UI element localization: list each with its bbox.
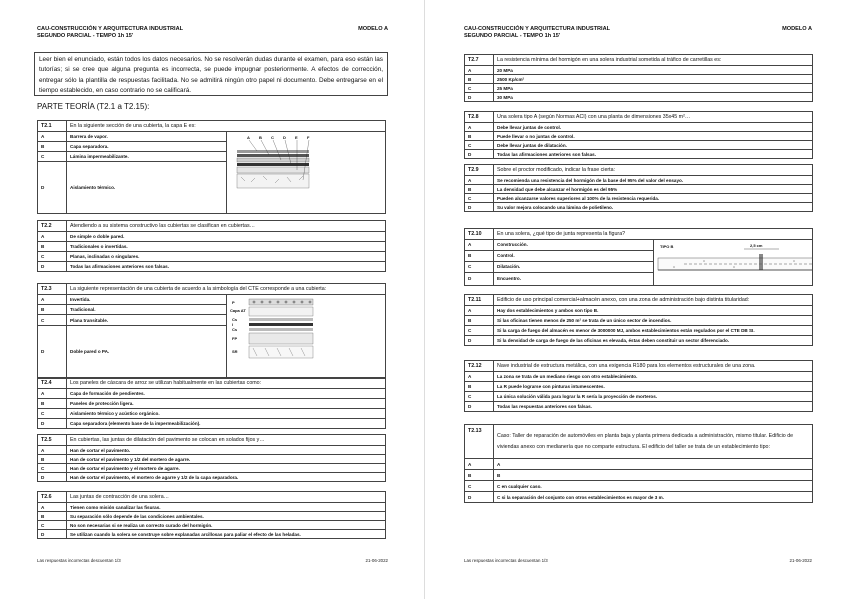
question-text: Una solera tipo A (según Normas ACI) con una planta de dimensiones 35x45 m²… bbox=[494, 112, 813, 123]
option-letter: D bbox=[465, 93, 494, 102]
question-id: T2.8 bbox=[465, 112, 494, 123]
option-text: La zona se trata de un mediano riesgo con otro establecimiento. bbox=[494, 372, 813, 382]
question-t2-4 bbox=[37, 377, 386, 429]
roof-symbol-drawing bbox=[227, 295, 319, 377]
option-letter: C bbox=[38, 409, 67, 419]
course-title: CAU-CONSTRUCCIÓN Y ARQUITECTURA INDUSTRIAL bbox=[464, 26, 611, 32]
option-letter: B bbox=[38, 242, 67, 252]
footer-note: Las respuestas incorrectas descuentan 1/3 bbox=[464, 558, 548, 563]
question-text: En una solera, ¿qué tipo de junta representa la figura? bbox=[494, 229, 813, 240]
svg-text:D: D bbox=[282, 135, 286, 140]
option-letter: B bbox=[465, 382, 494, 392]
question-t2-12 bbox=[464, 360, 813, 412]
option-letter: B bbox=[38, 512, 67, 521]
svg-text:C: C bbox=[270, 135, 274, 140]
question-id: T2.2 bbox=[38, 221, 67, 232]
option-text: Han de cortar el pavimento y el mortero de agarre. bbox=[67, 464, 386, 473]
option-text: Hay dos establecimientos y ambos son tipo B. bbox=[494, 306, 813, 316]
question-text: Edificio de uso principal comercial+almacén anexo, con una zona de administración bajo distinta titularidad: bbox=[494, 295, 813, 306]
option-letter: C bbox=[465, 326, 494, 336]
question-id: T2.13 bbox=[465, 425, 494, 459]
question-id: T2.11 bbox=[465, 295, 494, 306]
option-text: La R puede lograrse con pinturas intumescentes. bbox=[494, 382, 813, 392]
footer-date: 21-06-2022 bbox=[365, 558, 388, 563]
option-text: Todas las afirmaciones anteriores son falsas. bbox=[67, 262, 386, 272]
question-text: En cubiertas, las juntas de dilatación del pavimento se colocan en solados fijos y… bbox=[67, 435, 386, 446]
question-text: Atendiendo a su sistema constructivo las cubiertas se clasifican en cubiertas… bbox=[67, 221, 386, 232]
option-letter: D bbox=[465, 492, 494, 503]
question-text: En la siguiente sección de una cubierta, la capa E es: bbox=[67, 121, 386, 132]
option-letter: B bbox=[465, 132, 494, 141]
option-letter: B bbox=[465, 470, 494, 481]
option-text: 2500 Kp/cm² bbox=[494, 75, 813, 84]
option-text: Tienen como misión canalizar las fisuras. bbox=[67, 503, 386, 512]
option-text: Aislamiento térmico. bbox=[67, 162, 227, 214]
layer-b bbox=[237, 154, 309, 157]
option-letter: A bbox=[38, 295, 67, 305]
option-text: Aislamiento térmico y acústico orgánico. bbox=[67, 409, 386, 419]
option-letter: D bbox=[465, 402, 494, 412]
option-text: Tradicional. bbox=[67, 305, 227, 315]
model-label: MODELO A bbox=[782, 26, 812, 32]
option-letter: D bbox=[465, 203, 494, 212]
option-letter: A bbox=[38, 446, 67, 455]
svg-text:Cs: Cs bbox=[231, 317, 237, 322]
section-title: PARTE TEORÍA (T2.1 a T2.15): bbox=[37, 102, 150, 111]
option-text: A bbox=[494, 459, 813, 470]
svg-text:F: F bbox=[306, 135, 309, 140]
question-t2-9 bbox=[464, 164, 813, 212]
option-letter: C bbox=[465, 194, 494, 203]
option-letter: D bbox=[38, 262, 67, 272]
option-text: Se recomienda una resistencia del hormigón de la base del 95% del valor del ensayo. bbox=[494, 176, 813, 185]
option-text: No son necesarias si se realiza un correcto curado del hormigón. bbox=[67, 521, 386, 530]
question-t2-7 bbox=[464, 54, 813, 102]
option-letter: C bbox=[38, 464, 67, 473]
option-letter: C bbox=[38, 152, 67, 162]
option-text: Si la carga de fuego del almacén es menor de 3000000 MJ, ambos establecimientos están regulados por el CTE DB SI. bbox=[494, 326, 813, 336]
question-id: T2.4 bbox=[38, 378, 67, 389]
question-text: Caso: Taller de reparación de automóviles en planta baja y planta primera dedicada a administración, mismo titular. Edificio de viviendas anexo con medianería que no comparte estructura. El edificio del taller se trata de un establecimiento tipo: bbox=[494, 425, 813, 459]
layer-cs bbox=[249, 318, 313, 321]
question-t2-13 bbox=[464, 424, 813, 503]
option-text: Puede llevar o no juntas de control. bbox=[494, 132, 813, 141]
question-t2-8 bbox=[464, 111, 813, 159]
svg-text:Capa AT: Capa AT bbox=[229, 308, 246, 313]
option-letter: B bbox=[38, 455, 67, 464]
option-text: Tradicionales o invertidas. bbox=[67, 242, 386, 252]
slab-joint-drawing bbox=[654, 240, 813, 284]
option-text: Debe llevar juntas de control. bbox=[494, 123, 813, 132]
option-letter: C bbox=[38, 252, 67, 262]
question-text: La resistencia mínima del hormigón en una solera industrial sometida al tráfico de carretillas es: bbox=[494, 55, 813, 66]
option-text: Su valor mejora colocando una lámina de polietileno. bbox=[494, 203, 813, 212]
option-text: C si la separación del conjunto con otros establecimientos es mayor de 3 m. bbox=[494, 492, 813, 503]
option-text: Invertida. bbox=[67, 295, 227, 305]
footer-note: Las respuestas incorrectas descuentan 1/3 bbox=[37, 558, 121, 563]
question-id: T2.5 bbox=[38, 435, 67, 446]
question-t2-1 bbox=[37, 120, 386, 214]
option-letter: A bbox=[465, 459, 494, 470]
svg-text:I: I bbox=[231, 322, 233, 327]
option-letter: A bbox=[38, 232, 67, 242]
option-letter: C bbox=[465, 261, 494, 272]
option-letter: C bbox=[465, 141, 494, 150]
option-letter: B bbox=[38, 142, 67, 152]
option-text: La única solución válida para lograr la R sería la proyección de morteros. bbox=[494, 392, 813, 402]
option-text: Barrera de vapor. bbox=[67, 132, 227, 142]
model-label: MODELO A bbox=[358, 26, 388, 32]
option-letter: A bbox=[38, 389, 67, 399]
option-letter: A bbox=[465, 66, 494, 75]
layer-cs-2 bbox=[249, 328, 313, 331]
question-t2-11 bbox=[464, 294, 813, 346]
option-letter: A bbox=[465, 123, 494, 132]
svg-text:FP: FP bbox=[231, 336, 237, 341]
option-text: B bbox=[494, 470, 813, 481]
option-text: Dilatación. bbox=[494, 261, 654, 272]
option-text: Todas las respuestas anteriores son falsas. bbox=[494, 402, 813, 412]
svg-text:A: A bbox=[246, 135, 250, 140]
option-letter: A bbox=[465, 306, 494, 316]
option-text: Plana transitable. bbox=[67, 315, 227, 325]
page-footer bbox=[37, 558, 388, 563]
exam-subtitle: SEGUNDO PARCIAL - TEMPO 1h 15' bbox=[37, 33, 134, 39]
page-footer bbox=[464, 558, 812, 563]
svg-text:SR: SR bbox=[231, 349, 238, 354]
option-letter: A bbox=[465, 240, 494, 251]
option-letter: D bbox=[38, 473, 67, 482]
question-text: La siguiente representación de una cubierta de acuerdo a la simbología del CTE corresponde a una cubierta: bbox=[67, 284, 386, 295]
layer-fp bbox=[249, 333, 313, 344]
layer-e bbox=[237, 167, 309, 173]
question-text: Nave industrial de estructura metálica, con una exigencia R180 para los elementos estructurales de una zona. bbox=[494, 361, 813, 372]
question-id: T2.9 bbox=[465, 165, 494, 176]
option-text: 30 MPa bbox=[494, 93, 813, 102]
option-letter: A bbox=[465, 372, 494, 382]
option-text: Debe llevar juntas de dilatación. bbox=[494, 141, 813, 150]
question-text: Los paneles de cáscara de arroz se utilizan habitualmente en las cubiertas como: bbox=[67, 378, 386, 389]
layer-f bbox=[237, 174, 309, 188]
option-text: Su separación sólo depende de las condiciones ambientales. bbox=[67, 512, 386, 521]
layer-c bbox=[237, 158, 309, 162]
question-t2-10 bbox=[464, 228, 813, 286]
layer-a bbox=[237, 150, 309, 153]
question-id: T2.12 bbox=[465, 361, 494, 372]
option-text: Todas las afirmaciones anteriores son falsas. bbox=[494, 150, 813, 159]
roof-section-figure bbox=[226, 132, 386, 214]
layer-i bbox=[249, 323, 313, 326]
option-text: Han de cortar el pavimento, el mortero de agarre y 1/2 de la capa separadora. bbox=[67, 473, 386, 482]
option-text: Doble pared o PA. bbox=[67, 325, 227, 378]
option-letter: D bbox=[38, 530, 67, 539]
svg-text:E: E bbox=[294, 135, 298, 140]
option-letter: A bbox=[38, 503, 67, 512]
layer-d bbox=[237, 163, 309, 166]
option-letter: B bbox=[465, 250, 494, 261]
option-letter: D bbox=[38, 162, 67, 214]
instructions-box: Leer bien el enunciado, están todos los datos necesarios. No se resolverán dudas durante el examen, para eso están las tutorías; si se cree que alguna pregunta es incorrecta, se puede impugnar posteriormente. A efectos de corrección, entregar sólo la plantilla de respuestas facilitada. No se admitirá ningún otro papel ni documento. Debe entregarse en el tiempo establecido, en caso contrario no se calificará. bbox=[34, 52, 388, 96]
option-letter: D bbox=[38, 325, 67, 378]
roof-symbol-figure bbox=[226, 295, 386, 379]
question-id: T2.3 bbox=[38, 284, 67, 295]
question-id: T2.6 bbox=[38, 492, 67, 503]
option-letter: B bbox=[465, 75, 494, 84]
option-letter: D bbox=[465, 272, 494, 285]
svg-text:P: P bbox=[231, 300, 235, 305]
option-letter: C bbox=[38, 315, 67, 325]
question-id: T2.1 bbox=[38, 121, 67, 132]
option-letter: D bbox=[38, 419, 67, 429]
question-text: Sobre el proctor modificado, indicar la frase cierta: bbox=[494, 165, 813, 176]
option-letter: D bbox=[465, 336, 494, 346]
svg-text:Cs: Cs bbox=[231, 327, 237, 332]
course-title: CAU-CONSTRUCCIÓN Y ARQUITECTURA INDUSTRIAL bbox=[37, 26, 184, 32]
question-t2-6 bbox=[37, 491, 386, 539]
option-text: 25 MPa bbox=[494, 84, 813, 93]
question-t2-2 bbox=[37, 220, 386, 272]
option-text: Construcción. bbox=[494, 240, 654, 251]
option-letter: A bbox=[38, 132, 67, 142]
option-text: Control. bbox=[494, 250, 654, 261]
option-text: Encuentro. bbox=[494, 272, 654, 285]
option-letter: B bbox=[38, 305, 67, 315]
option-letter: D bbox=[465, 150, 494, 159]
exam-page-2 bbox=[424, 0, 848, 599]
option-text: Han de cortar el pavimento. bbox=[67, 446, 386, 455]
option-text: Paneles de protección ligera. bbox=[67, 399, 386, 409]
option-text: Lámina impermeabilizante. bbox=[67, 152, 227, 162]
option-text: La densidad que debe alcanzar el hormigón es del 95% bbox=[494, 185, 813, 194]
svg-text:2,5 cm: 2,5 cm bbox=[749, 243, 762, 248]
option-letter: B bbox=[465, 316, 494, 326]
svg-text:B: B bbox=[258, 135, 262, 140]
option-text: Pueden alcanzarse valores superiores al 100% de la resistencia requerida. bbox=[494, 194, 813, 203]
option-text: Si la densidad de carga de fuego de las oficinas es elevada, éstas deben constituir un sector diferenciado. bbox=[494, 336, 813, 346]
option-letter: B bbox=[38, 399, 67, 409]
option-text: Capa separadora (elemento base de la impermeabilización). bbox=[67, 419, 386, 429]
option-text: Han de cortar el pavimento y 1/2 del mortero de agarre. bbox=[67, 455, 386, 464]
option-letter: C bbox=[465, 481, 494, 492]
option-text: Planas, inclinadas o singulares. bbox=[67, 252, 386, 262]
question-t2-5 bbox=[37, 434, 386, 482]
layer-sr bbox=[249, 346, 313, 358]
option-letter: B bbox=[465, 185, 494, 194]
question-id: T2.7 bbox=[465, 55, 494, 66]
slab-joint-figure bbox=[653, 240, 813, 286]
option-letter: C bbox=[465, 84, 494, 93]
option-text: C en cualquier caso. bbox=[494, 481, 813, 492]
layer-capa-at bbox=[249, 307, 313, 316]
option-letter: C bbox=[38, 521, 67, 530]
roof-section-drawing bbox=[227, 132, 319, 212]
question-text: Las juntas de contracción de una solera… bbox=[67, 492, 386, 503]
option-letter: A bbox=[465, 176, 494, 185]
option-text: Capa separadora. bbox=[67, 142, 227, 152]
option-text: Si las oficinas tienen menos de 250 m² se trata de un único sector de incendios. bbox=[494, 316, 813, 326]
option-text: Capa de formación de pendientes. bbox=[67, 389, 386, 399]
option-letter: C bbox=[465, 392, 494, 402]
option-text: Se utilizan cuando la solera se construye sobre explanadas arcillosas para paliar el efecto de las heladas. bbox=[67, 530, 386, 539]
question-id: T2.10 bbox=[465, 229, 494, 240]
option-text: 20 MPa bbox=[494, 66, 813, 75]
footer-date: 21-06-2022 bbox=[789, 558, 812, 563]
question-t2-3 bbox=[37, 283, 386, 379]
option-text: De simple o doble pared. bbox=[67, 232, 386, 242]
svg-text:TIPO B: TIPO B bbox=[659, 244, 673, 249]
exam-subtitle: SEGUNDO PARCIAL - TEMPO 1h 15' bbox=[464, 33, 561, 39]
